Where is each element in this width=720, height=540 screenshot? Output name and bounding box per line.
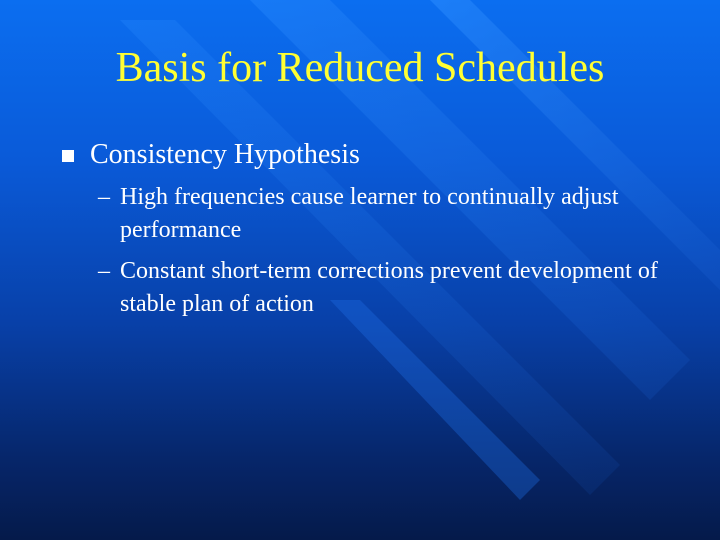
dash-marker: – — [98, 184, 110, 210]
square-bullet-icon — [62, 150, 74, 162]
sub-bullet-text: Constant short-term corrections prevent development of stable plan of action — [120, 258, 658, 317]
slide-title: Basis for Reduced Schedules — [115, 45, 605, 91]
sub-bullet-item — [98, 181, 658, 247]
sub-bullet-text: High frequencies cause learner to continually adjust performance — [120, 184, 619, 243]
dash-marker: – — [98, 258, 110, 284]
bullet-text: Consistency Hypothesis — [90, 139, 360, 170]
sub-bullet-item — [98, 255, 658, 321]
bullet-item — [62, 138, 360, 172]
